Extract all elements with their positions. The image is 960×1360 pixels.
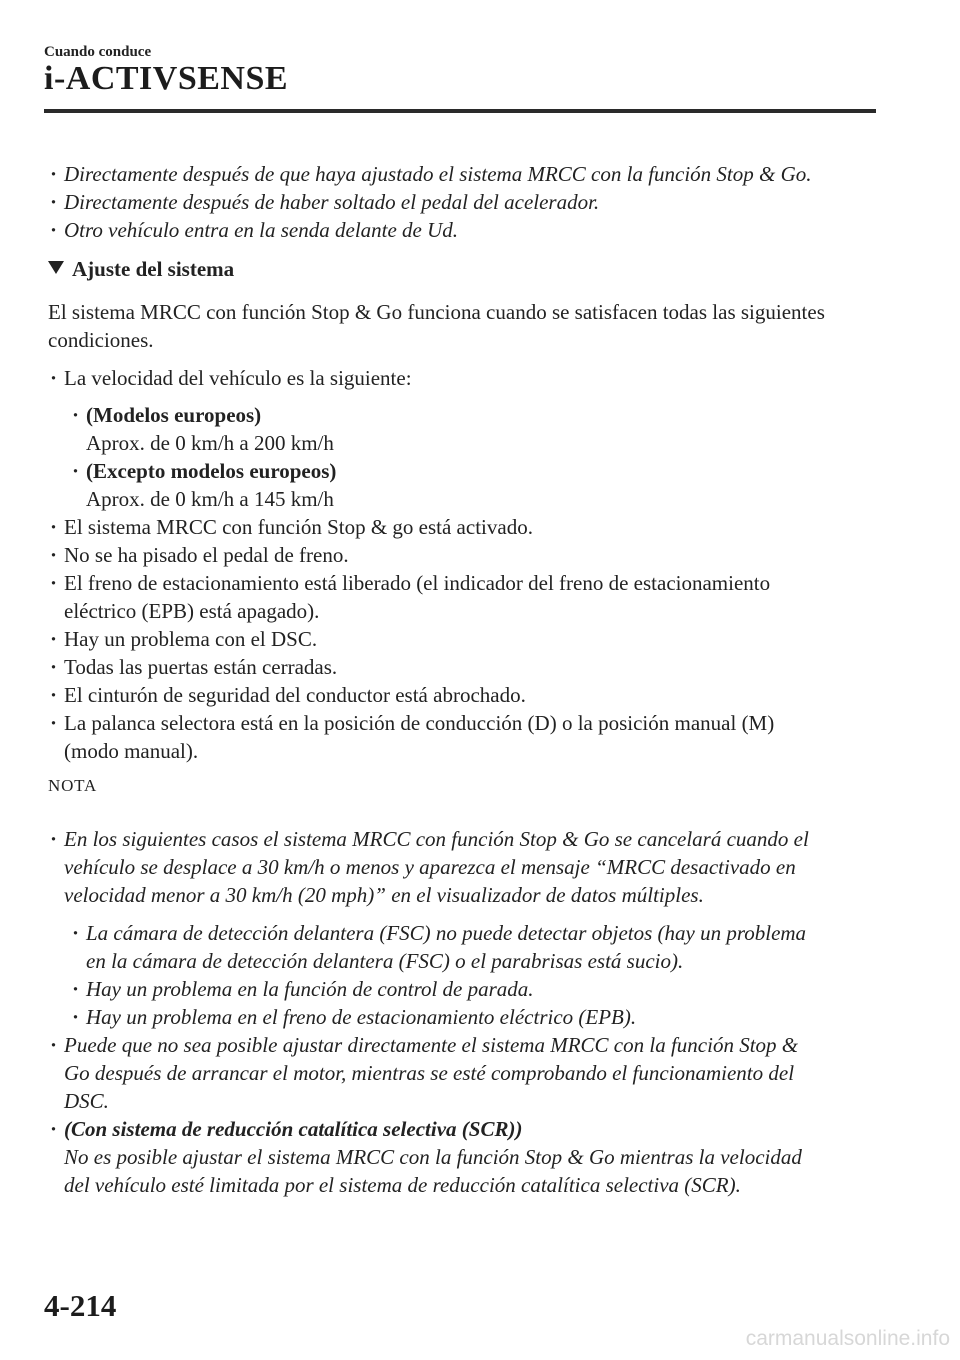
- condition-mrcc-on: El sistema MRCC con función Stop & go está activado.: [64, 515, 533, 539]
- nota-cancel-line: velocidad menor a 30 km/h (20 mph)” en el visualizador de datos múltiples.: [64, 883, 704, 907]
- list-item: Directamente después de que haya ajustado el sistema MRCC con la función Stop & Go.: [64, 162, 812, 186]
- nota-stop-control: Hay un problema en la función de control de parada.: [86, 977, 534, 1001]
- bullet-dot: ·: [50, 827, 58, 851]
- nota-cancel-line: vehículo se desplace a 30 km/h o menos y aparezca el mensaje “MRCC desactivado en: [64, 855, 796, 879]
- condition-lever-cont: (modo manual).: [64, 739, 199, 763]
- nota-scr-line: No es posible ajustar el sistema MRCC con la función Stop & Go mientras la velocidad: [64, 1145, 802, 1169]
- condition-dsc: Hay un problema con el DSC.: [64, 627, 318, 651]
- intro-line: condiciones.: [48, 328, 154, 352]
- bullet-dot: ·: [72, 459, 80, 483]
- nota-scr-label: (Con sistema de reducción catalítica selectiva (SCR)): [64, 1117, 523, 1141]
- condition-eu-label: (Modelos europeos): [86, 403, 262, 427]
- bullet-dot: ·: [50, 655, 58, 679]
- condition-belt: El cinturón de seguridad del conductor está abrochado.: [64, 683, 526, 707]
- bullet-dot: ·: [50, 543, 58, 567]
- bullet-dot: ·: [72, 403, 80, 427]
- list-item: Otro vehículo entra en la senda delante de Ud.: [64, 218, 459, 242]
- condition-eu-value: Aprox. de 0 km/h a 200 km/h: [86, 431, 334, 455]
- nota-cancel-line: En los siguientes casos el sistema MRCC con función Stop & Go se cancelará cuando el: [64, 827, 809, 851]
- bullet-dot: ·: [72, 921, 80, 945]
- condition-speed: La velocidad del vehículo es la siguiente:: [64, 366, 412, 390]
- page-number: 4-214: [44, 1288, 117, 1323]
- condition-noneu-value: Aprox. de 0 km/h a 145 km/h: [86, 487, 334, 511]
- nota-epb: Hay un problema en el freno de estacionamiento eléctrico (EPB).: [86, 1005, 637, 1029]
- bullet-dot: ·: [72, 977, 80, 1001]
- section-heading: [48, 255, 234, 283]
- section-heading-text: Ajuste del sistema: [72, 257, 235, 281]
- condition-parking-cont: eléctrico (EPB) está apagado).: [64, 599, 320, 623]
- header-section: Cuando conduce: [44, 44, 152, 60]
- condition-lever: La palanca selectora está en la posición de conducción (D) o la posición manual (M): [64, 711, 775, 735]
- nota-adjust-line: Go después de arrancar el motor, mientras se esté comprobando el funcionamiento del: [64, 1061, 795, 1085]
- bullet-dot: ·: [50, 162, 58, 186]
- nota-camera-line: en la cámara de detección delantera (FSC) o el parabrisas está sucio).: [86, 949, 684, 973]
- condition-brake: No se ha pisado el pedal de freno.: [64, 543, 349, 567]
- header-rule: [44, 109, 876, 113]
- bullet-dot: ·: [50, 515, 58, 539]
- nota-scr-line: del vehículo esté limitada por el sistema de reducción catalítica selectiva (SCR).: [64, 1173, 741, 1197]
- bullet-dot: ·: [50, 1117, 58, 1141]
- bullet-dot: ·: [50, 571, 58, 595]
- bullet-dot: ·: [50, 627, 58, 651]
- nota-camera-line: La cámara de detección delantera (FSC) no puede detectar objetos (hay un problema: [86, 921, 807, 945]
- page-title: i-ACTIVSENSE: [44, 60, 289, 97]
- condition-parking: El freno de estacionamiento está liberado (el indicador del freno de estacionamiento: [64, 571, 771, 595]
- bullet-dot: ·: [50, 190, 58, 214]
- bullet-dot: ·: [50, 366, 58, 390]
- condition-noneu-label: (Excepto modelos europeos): [86, 459, 337, 483]
- nota-label: NOTA: [48, 776, 98, 795]
- bullet-dot: ·: [50, 1033, 58, 1057]
- list-item: Directamente después de haber soltado el pedal del acelerador.: [64, 190, 600, 214]
- bullet-dot: ·: [72, 1005, 80, 1029]
- bullet-dot: ·: [50, 218, 58, 242]
- bullet-dot: ·: [50, 711, 58, 735]
- nota-adjust-line: Puede que no sea posible ajustar directamente el sistema MRCC con la función Stop &: [64, 1033, 799, 1057]
- condition-doors: Todas las puertas están cerradas.: [64, 655, 338, 679]
- intro-line: El sistema MRCC con función Stop & Go funciona cuando se satisfacen todas las siguientes: [48, 300, 825, 324]
- nota-adjust-line: DSC.: [64, 1089, 109, 1113]
- watermark: carmanualsonline.info: [745, 1327, 950, 1350]
- bullet-dot: ·: [50, 683, 58, 707]
- triangle-down-icon: [48, 261, 64, 274]
